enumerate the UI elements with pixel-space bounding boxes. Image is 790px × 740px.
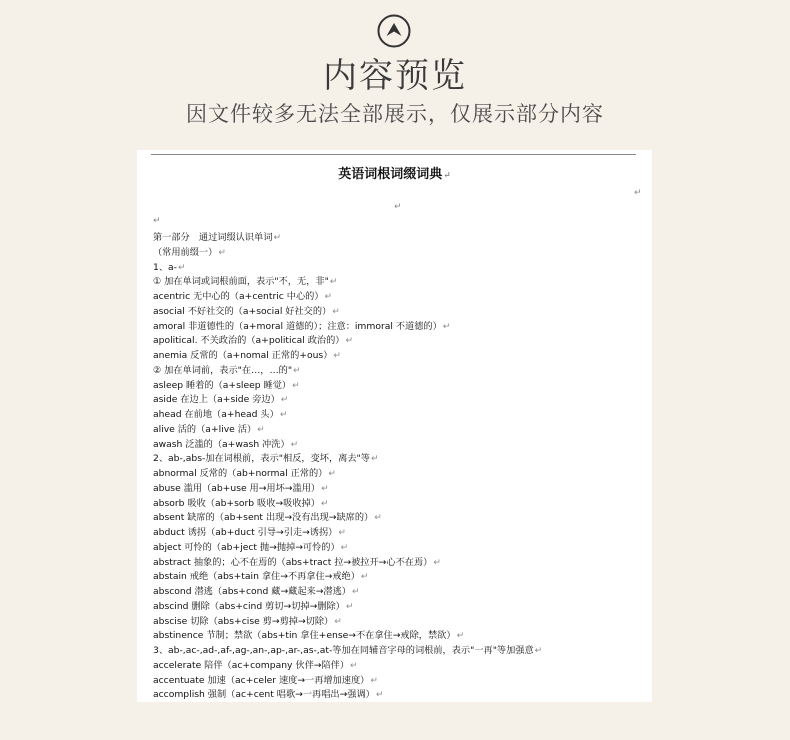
- document-line: absent 缺席的（ab+sent 出现→没有出现→缺席的）↵: [153, 512, 382, 524]
- document-line: absorb 吸收（ab+sorb 吸收→吸收掉）↵: [153, 497, 329, 509]
- document-line: abstain 戒绝（abs+tain 拿住→不再拿住→戒绝）↵: [153, 571, 369, 583]
- document-line: abstinence 节制；禁欲（abs+tin 拿住+ense→不在拿住→戒除，禁欲）↵: [153, 630, 465, 642]
- document-line: apolitical. 不关政治的（a+political 政治的）↵: [153, 335, 354, 347]
- document-line: anemia 反常的（a+nomal 正常的+ous）↵: [153, 350, 341, 361]
- document-line: 3、ab-,ac-,ad-,af-,ag-,an-,ap-,ar-,as-,at-等加在同辅音字母的词根前，表示"一再"等加强意↵: [153, 645, 543, 656]
- page-title: 内容预览: [323, 56, 467, 96]
- document-line: accentuate 加速（ac+celer 速度→一再增加速度）↵: [153, 674, 378, 686]
- paragraph-mark: ↵: [634, 188, 642, 198]
- document-line: abscise 切除（abs+cise 剪→剪掉→切除）↵: [153, 615, 342, 627]
- document-line: ahead 在前地（a+head 头）↵: [153, 409, 288, 420]
- document-line: abject 可怜的（ab+ject 抛→抛掉→可怜的）↵: [153, 541, 349, 553]
- paragraph-mark: ↵: [153, 216, 161, 226]
- document-line: accelerate 陪伴（ac+company 伙伴→陪伴）↵: [153, 659, 358, 671]
- document-line: 2、ab-,abs-加在词根前，表示"相反，变坏，离去"等↵: [153, 453, 379, 465]
- document-line: abuse 滥用（ab+use 用→用坏→滥用）↵: [153, 482, 329, 494]
- document-line: asocial 不好社交的（a+social 好社交的）↵: [153, 305, 340, 317]
- document-line: awash 泛滥的（a+wash 冲洗）↵: [153, 438, 299, 450]
- header-rule: [151, 154, 636, 155]
- paragraph-mark: ↵: [394, 202, 402, 212]
- chevron-up-circle-icon: [377, 14, 411, 48]
- document-line: 1、a-↵: [153, 261, 186, 273]
- document-line: abscind 删除（abs+cind 剪切→切掉→删除）↵: [153, 600, 354, 612]
- document-line: accomplish 强制（ac+cent 唱歌→一再唱出→强调）↵: [153, 689, 384, 701]
- document-line: ① 加在单词或词根前面，表示"不，无，非"↵: [153, 276, 338, 288]
- document-line: abscond 潜逃（abs+cond 藏→藏起来→潜逃）↵: [153, 586, 360, 597]
- document-line: alive 活的（a+live 活）↵: [153, 423, 265, 435]
- document-preview: [137, 150, 652, 702]
- document-body: [153, 231, 648, 702]
- document-line: asleep 睡着的（a+sleep 睡觉）↵: [153, 379, 300, 391]
- document-title: 英语词根词缀词典↵: [338, 167, 451, 182]
- document-line: abduct 诱拐（ab+duct 引导→引走→诱拐）↵: [153, 527, 346, 538]
- page-subtitle: 因文件较多无法全部展示，仅展示部分内容: [186, 102, 604, 126]
- document-line: abnormal 反常的（ab+normal 正常的）↵: [153, 468, 336, 479]
- document-line: （常用前缀一）↵: [153, 246, 226, 258]
- document-line: 第一部分 通过词缀认识单词↵: [153, 232, 281, 243]
- document-line: acentric 无中心的（a+centric 中心的）↵: [153, 291, 333, 302]
- document-line: amoral 非道德性的（a+moral 道德的）；注意：immoral 不道德的）↵: [153, 320, 451, 332]
- document-line: aside 在边上（a+side 旁边）↵: [153, 394, 289, 406]
- document-line: ② 加在单词前，表示"在…，…的"↵: [153, 364, 301, 376]
- document-line: abstract 抽象的；心不在焉的（abs+tract 拉→被拉开→心不在焉）↵: [153, 556, 441, 568]
